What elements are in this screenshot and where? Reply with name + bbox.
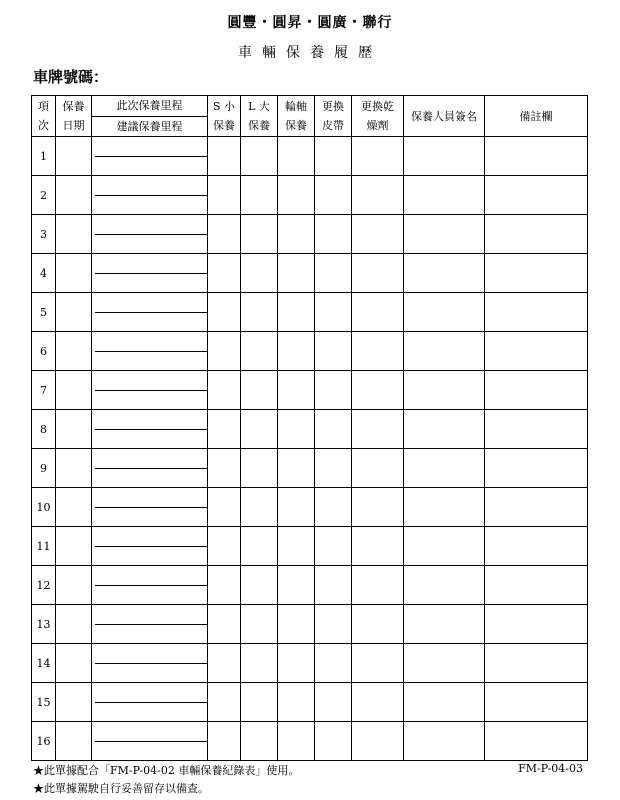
s-service-cell[interactable] [208, 215, 241, 254]
belt-cell[interactable] [315, 527, 352, 566]
s-service-cell[interactable] [208, 566, 241, 605]
table-row [32, 566, 588, 605]
footer-note-2: ★此單據駕駛自行妥善留存以備查。 [33, 782, 209, 795]
mileage-cell[interactable] [92, 176, 208, 215]
remarks-cell[interactable] [485, 293, 588, 332]
l-service-cell[interactable] [241, 293, 278, 332]
s-service-cell[interactable] [208, 605, 241, 644]
date-cell[interactable] [56, 332, 92, 371]
l-service-cell[interactable] [241, 488, 278, 527]
desiccant-cell[interactable] [352, 644, 404, 683]
l-service-cell[interactable] [241, 566, 278, 605]
remarks-cell[interactable] [485, 332, 588, 371]
l-service-cell[interactable] [241, 254, 278, 293]
signature-cell[interactable] [404, 371, 485, 410]
mileage-cell[interactable] [92, 293, 208, 332]
mileage-divider [95, 156, 207, 157]
row-number: 8 [32, 410, 56, 449]
l-service-cell[interactable] [241, 722, 278, 761]
mileage-divider [95, 585, 207, 586]
mileage-divider [95, 741, 207, 742]
belt-cell[interactable] [315, 293, 352, 332]
row-number: 14 [32, 644, 56, 683]
header-date: 保養 日期 [56, 96, 92, 137]
wheel-cell[interactable] [278, 722, 315, 761]
signature-cell[interactable] [404, 137, 485, 176]
table-row [32, 293, 588, 332]
mileage-cell[interactable] [92, 449, 208, 488]
wheel-cell[interactable] [278, 215, 315, 254]
signature-cell[interactable] [404, 683, 485, 722]
s-service-cell[interactable] [208, 293, 241, 332]
remarks-cell[interactable] [485, 137, 588, 176]
row-number: 11 [32, 527, 56, 566]
l-service-cell[interactable] [241, 644, 278, 683]
mileage-divider [95, 195, 207, 196]
l-service-cell[interactable] [241, 215, 278, 254]
belt-cell[interactable] [315, 722, 352, 761]
mileage-divider [95, 507, 207, 508]
mileage-divider [95, 351, 207, 352]
desiccant-cell[interactable] [352, 176, 404, 215]
mileage-cell[interactable] [92, 722, 208, 761]
mileage-cell[interactable] [92, 566, 208, 605]
table-row [32, 722, 588, 761]
l-service-cell[interactable] [241, 683, 278, 722]
row-number: 5 [32, 293, 56, 332]
signature-cell[interactable] [404, 566, 485, 605]
desiccant-cell[interactable] [352, 332, 404, 371]
form-number: FM-P-04-03 [518, 762, 583, 775]
belt-cell[interactable] [315, 332, 352, 371]
wheel-cell[interactable] [278, 566, 315, 605]
mileage-divider [95, 429, 207, 430]
row-number: 16 [32, 722, 56, 761]
belt-cell[interactable] [315, 644, 352, 683]
table-row [32, 254, 588, 293]
belt-cell[interactable] [315, 371, 352, 410]
belt-cell[interactable] [315, 488, 352, 527]
mileage-cell[interactable] [92, 605, 208, 644]
date-cell[interactable] [56, 605, 92, 644]
signature-cell[interactable] [404, 176, 485, 215]
row-number: 7 [32, 371, 56, 410]
row-number: 6 [32, 332, 56, 371]
mileage-cell[interactable] [92, 215, 208, 254]
mileage-cell[interactable] [92, 332, 208, 371]
row-number: 3 [32, 215, 56, 254]
date-cell[interactable] [56, 683, 92, 722]
document-title: 圓豐・圓昇・圓廣・聯行 [227, 15, 393, 31]
signature-cell[interactable] [404, 644, 485, 683]
l-service-cell[interactable] [241, 332, 278, 371]
mileage-divider [95, 702, 207, 703]
row-number: 10 [32, 488, 56, 527]
header-s-service: S 小 保養 [208, 96, 241, 137]
l-service-cell[interactable] [241, 176, 278, 215]
desiccant-cell[interactable] [352, 293, 404, 332]
row-number: 2 [32, 176, 56, 215]
belt-cell[interactable] [315, 605, 352, 644]
wheel-cell[interactable] [278, 683, 315, 722]
mileage-divider [95, 546, 207, 547]
date-cell[interactable] [56, 176, 92, 215]
belt-cell[interactable] [315, 683, 352, 722]
belt-cell[interactable] [315, 176, 352, 215]
wheel-cell[interactable] [278, 449, 315, 488]
footer-note-1: ★此單據配合「FM-P-04-02 車輛保養紀錄表」使用。 [33, 764, 300, 777]
s-service-cell[interactable] [208, 137, 241, 176]
header-signature: 保養人員簽名 [404, 96, 485, 137]
l-service-cell[interactable] [241, 137, 278, 176]
header-no: 項 次 [32, 96, 56, 137]
s-service-cell[interactable] [208, 488, 241, 527]
desiccant-cell[interactable] [352, 410, 404, 449]
desiccant-cell[interactable] [352, 527, 404, 566]
signature-cell[interactable] [404, 332, 485, 371]
date-cell[interactable] [56, 137, 92, 176]
belt-cell[interactable] [315, 254, 352, 293]
belt-cell[interactable] [315, 566, 352, 605]
s-service-cell[interactable] [208, 527, 241, 566]
table-row [32, 683, 588, 722]
table-row [32, 527, 588, 566]
table-row [32, 488, 588, 527]
row-number: 1 [32, 137, 56, 176]
l-service-cell[interactable] [241, 371, 278, 410]
row-number: 13 [32, 605, 56, 644]
header-remarks: 備註欄 [485, 96, 588, 137]
plate-number-label: 車牌號碼： [33, 68, 109, 86]
mileage-divider [95, 663, 207, 664]
table-row [32, 332, 588, 371]
table-row [32, 176, 588, 215]
desiccant-cell[interactable] [352, 683, 404, 722]
belt-cell[interactable] [315, 215, 352, 254]
table-row [32, 605, 588, 644]
l-service-cell[interactable] [241, 527, 278, 566]
wheel-cell[interactable] [278, 371, 315, 410]
wheel-cell[interactable] [278, 527, 315, 566]
signature-cell[interactable] [404, 605, 485, 644]
desiccant-cell[interactable] [352, 449, 404, 488]
mileage-divider [95, 312, 207, 313]
mileage-divider [95, 468, 207, 469]
mileage-cell[interactable] [92, 410, 208, 449]
header-mileage-current: 此次保養里程 [92, 96, 207, 117]
signature-cell[interactable] [404, 527, 485, 566]
date-cell[interactable] [56, 722, 92, 761]
date-cell[interactable] [56, 527, 92, 566]
signature-cell[interactable] [404, 488, 485, 527]
date-cell[interactable] [56, 566, 92, 605]
date-cell[interactable] [56, 410, 92, 449]
signature-cell[interactable] [404, 254, 485, 293]
desiccant-cell[interactable] [352, 488, 404, 527]
date-cell[interactable] [56, 215, 92, 254]
mileage-cell[interactable] [92, 488, 208, 527]
wheel-cell[interactable] [278, 176, 315, 215]
remarks-cell[interactable] [485, 449, 588, 488]
table-row [32, 449, 588, 488]
row-number: 12 [32, 566, 56, 605]
desiccant-cell[interactable] [352, 566, 404, 605]
remarks-cell[interactable] [485, 527, 588, 566]
header-wheel: 輪軸 保養 [278, 96, 315, 137]
date-cell[interactable] [56, 254, 92, 293]
mileage-divider [95, 624, 207, 625]
l-service-cell[interactable] [241, 605, 278, 644]
remarks-cell[interactable] [485, 176, 588, 215]
wheel-cell[interactable] [278, 488, 315, 527]
desiccant-cell[interactable] [352, 605, 404, 644]
l-service-cell[interactable] [241, 410, 278, 449]
s-service-cell[interactable] [208, 449, 241, 488]
remarks-cell[interactable] [485, 371, 588, 410]
mileage-cell[interactable] [92, 683, 208, 722]
wheel-cell[interactable] [278, 293, 315, 332]
remarks-cell[interactable] [485, 683, 588, 722]
date-cell[interactable] [56, 293, 92, 332]
row-number: 4 [32, 254, 56, 293]
desiccant-cell[interactable] [352, 371, 404, 410]
mileage-cell[interactable] [92, 137, 208, 176]
s-service-cell[interactable] [208, 254, 241, 293]
wheel-cell[interactable] [278, 605, 315, 644]
date-cell[interactable] [56, 644, 92, 683]
signature-cell[interactable] [404, 722, 485, 761]
table-row [32, 410, 588, 449]
s-service-cell[interactable] [208, 683, 241, 722]
remarks-cell[interactable] [485, 566, 588, 605]
header-belt: 更換 皮帶 [315, 96, 352, 137]
mileage-divider [95, 234, 207, 235]
mileage-cell[interactable] [92, 527, 208, 566]
row-number: 9 [32, 449, 56, 488]
signature-cell[interactable] [404, 293, 485, 332]
date-cell[interactable] [56, 371, 92, 410]
header-desiccant: 更換乾 燥劑 [352, 96, 404, 137]
s-service-cell[interactable] [208, 410, 241, 449]
desiccant-cell[interactable] [352, 722, 404, 761]
desiccant-cell[interactable] [352, 254, 404, 293]
date-cell[interactable] [56, 488, 92, 527]
remarks-cell[interactable] [485, 722, 588, 761]
maintenance-log-table [31, 95, 588, 761]
desiccant-cell[interactable] [352, 215, 404, 254]
wheel-cell[interactable] [278, 254, 315, 293]
signature-cell[interactable] [404, 449, 485, 488]
wheel-cell[interactable] [278, 410, 315, 449]
belt-cell[interactable] [315, 449, 352, 488]
date-cell[interactable] [56, 449, 92, 488]
belt-cell[interactable] [315, 137, 352, 176]
remarks-cell[interactable] [485, 215, 588, 254]
remarks-cell[interactable] [485, 644, 588, 683]
table-row [32, 137, 588, 176]
wheel-cell[interactable] [278, 137, 315, 176]
mileage-cell[interactable] [92, 644, 208, 683]
s-service-cell[interactable] [208, 332, 241, 371]
mileage-divider [95, 390, 207, 391]
header-mileage [92, 96, 208, 137]
header-mileage-suggested: 建議保養里程 [116, 119, 183, 133]
table-row [32, 371, 588, 410]
mileage-cell[interactable] [92, 254, 208, 293]
wheel-cell[interactable] [278, 644, 315, 683]
document-subtitle: 車輛保養履歷 [238, 45, 382, 61]
wheel-cell[interactable] [278, 332, 315, 371]
mileage-cell[interactable] [92, 371, 208, 410]
l-service-cell[interactable] [241, 449, 278, 488]
remarks-cell[interactable] [485, 488, 588, 527]
remarks-cell[interactable] [485, 605, 588, 644]
table-row [32, 215, 588, 254]
s-service-cell[interactable] [208, 722, 241, 761]
s-service-cell[interactable] [208, 176, 241, 215]
s-service-cell[interactable] [208, 371, 241, 410]
remarks-cell[interactable] [485, 410, 588, 449]
remarks-cell[interactable] [485, 254, 588, 293]
belt-cell[interactable] [315, 410, 352, 449]
signature-cell[interactable] [404, 215, 485, 254]
table-header-row [32, 96, 588, 137]
mileage-divider [95, 273, 207, 274]
s-service-cell[interactable] [208, 644, 241, 683]
desiccant-cell[interactable] [352, 137, 404, 176]
row-number: 15 [32, 683, 56, 722]
table-row [32, 644, 588, 683]
signature-cell[interactable] [404, 410, 485, 449]
header-l-service: L 大 保養 [241, 96, 278, 137]
